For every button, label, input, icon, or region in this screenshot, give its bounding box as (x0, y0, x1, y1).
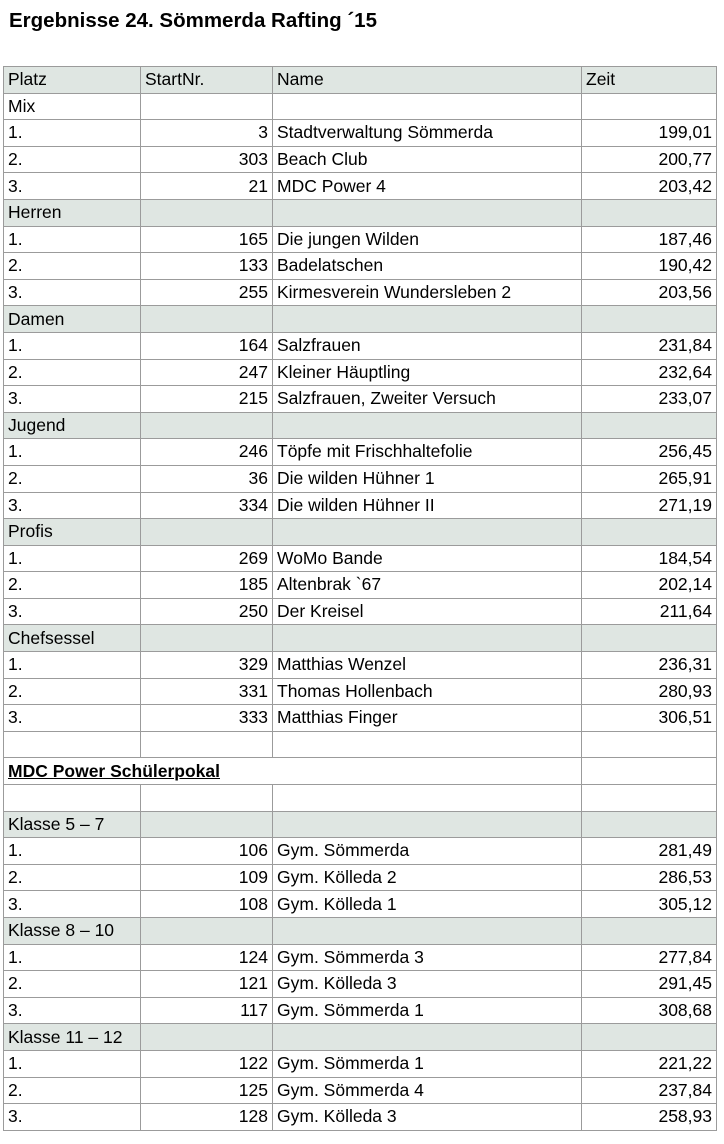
empty-cell (582, 1024, 717, 1051)
section-row-klasse-5-7 (4, 811, 717, 838)
cell-zeit: 231,84 (582, 332, 717, 359)
cell-zeit: 258,93 (582, 1104, 717, 1131)
cell-zeit: 236,31 (582, 652, 717, 679)
cell-name: Matthias Finger (273, 705, 582, 732)
spacer-row (4, 731, 717, 758)
cell-name: Gym. Kölleda 3 (273, 1104, 582, 1131)
cell-platz: 2. (4, 253, 141, 280)
cell-name: Altenbrak `67 (273, 572, 582, 599)
cell-zeit: 232,64 (582, 359, 717, 386)
result-row (4, 1077, 717, 1104)
empty-cell (141, 625, 273, 652)
section-row-klasse-8-10 (4, 918, 717, 945)
section-label: Damen (4, 306, 141, 333)
empty-cell (273, 625, 582, 652)
empty-cell (273, 93, 582, 120)
empty-cell (273, 412, 582, 439)
section-label: Klasse 8 – 10 (4, 918, 141, 945)
cell-startnr: 247 (141, 359, 273, 386)
cell-platz: 2. (4, 971, 141, 998)
cell-name: Gym. Kölleda 1 (273, 891, 582, 918)
cell-startnr: 21 (141, 173, 273, 200)
cell-platz: 3. (4, 173, 141, 200)
empty-cell (582, 306, 717, 333)
cell-name: Die wilden Hühner 1 (273, 465, 582, 492)
section-row-klasse-11-12 (4, 1024, 717, 1051)
cell-startnr: 250 (141, 598, 273, 625)
cell-platz: 3. (4, 705, 141, 732)
cell-startnr: 109 (141, 864, 273, 891)
empty-cell (4, 785, 141, 812)
empty-cell (582, 811, 717, 838)
section-label: Herren (4, 199, 141, 226)
section-label: Klasse 11 – 12 (4, 1024, 141, 1051)
cell-name: Töpfe mit Frischhaltefolie (273, 439, 582, 466)
cell-name: Gym. Sömmerda 1 (273, 997, 582, 1024)
cell-name: MDC Power 4 (273, 173, 582, 200)
section-row-mix (4, 93, 717, 120)
cell-platz: 2. (4, 146, 141, 173)
cell-startnr: 124 (141, 944, 273, 971)
cell-startnr: 255 (141, 279, 273, 306)
cell-platz: 2. (4, 572, 141, 599)
result-row (4, 120, 717, 147)
page-title: Ergebnisse 24. Sömmerda Rafting ´15 (9, 9, 377, 32)
cell-zeit: 286,53 (582, 864, 717, 891)
cell-zeit: 237,84 (582, 1077, 717, 1104)
subheading-text: MDC Power Schülerpokal (8, 760, 220, 781)
cell-name: Badelatschen (273, 253, 582, 280)
cell-zeit: 280,93 (582, 678, 717, 705)
cell-platz: 3. (4, 997, 141, 1024)
cell-startnr: 36 (141, 465, 273, 492)
empty-cell (141, 785, 273, 812)
result-row (4, 997, 717, 1024)
result-row (4, 838, 717, 865)
cell-name: Gym. Kölleda 2 (273, 864, 582, 891)
cell-startnr: 133 (141, 253, 273, 280)
cell-platz: 1. (4, 439, 141, 466)
empty-cell (141, 731, 273, 758)
cell-zeit: 281,49 (582, 838, 717, 865)
cell-platz: 3. (4, 279, 141, 306)
cell-zeit: 256,45 (582, 439, 717, 466)
cell-startnr: 185 (141, 572, 273, 599)
result-row (4, 705, 717, 732)
empty-cell (273, 811, 582, 838)
empty-cell (141, 93, 273, 120)
section-row-profis (4, 519, 717, 546)
cell-zeit: 190,42 (582, 253, 717, 280)
cell-startnr: 117 (141, 997, 273, 1024)
cell-startnr: 333 (141, 705, 273, 732)
section-label: Jugend (4, 412, 141, 439)
result-row (4, 652, 717, 679)
empty-cell (582, 625, 717, 652)
cell-name: Beach Club (273, 146, 582, 173)
results-table (3, 66, 717, 1131)
cell-startnr: 108 (141, 891, 273, 918)
cell-zeit: 291,45 (582, 971, 717, 998)
empty-cell (141, 811, 273, 838)
cell-name: Gym. Sömmerda 1 (273, 1050, 582, 1077)
empty-cell (141, 306, 273, 333)
result-row (4, 439, 717, 466)
cell-platz: 1. (4, 1050, 141, 1077)
cell-platz: 1. (4, 226, 141, 253)
section-label: Chefsessel (4, 625, 141, 652)
empty-cell (582, 918, 717, 945)
cell-startnr: 331 (141, 678, 273, 705)
cell-zeit: 203,56 (582, 279, 717, 306)
cell-platz: 1. (4, 332, 141, 359)
cell-zeit: 200,77 (582, 146, 717, 173)
cell-platz: 3. (4, 598, 141, 625)
cell-zeit: 265,91 (582, 465, 717, 492)
cell-startnr: 125 (141, 1077, 273, 1104)
cell-platz: 1. (4, 838, 141, 865)
empty-cell (141, 1024, 273, 1051)
empty-cell (582, 731, 717, 758)
spacer-row (4, 785, 717, 812)
empty-cell (273, 731, 582, 758)
result-row (4, 598, 717, 625)
result-row (4, 1050, 717, 1077)
result-row (4, 173, 717, 200)
empty-cell (141, 918, 273, 945)
cell-name: Gym. Kölleda 3 (273, 971, 582, 998)
cell-zeit: 271,19 (582, 492, 717, 519)
result-row (4, 146, 717, 173)
section-row-chefsessel (4, 625, 717, 652)
result-row (4, 891, 717, 918)
empty-cell (273, 306, 582, 333)
empty-cell (4, 731, 141, 758)
cell-name: Der Kreisel (273, 598, 582, 625)
empty-cell (141, 199, 273, 226)
cell-name: Salzfrauen, Zweiter Versuch (273, 386, 582, 413)
cell-startnr: 121 (141, 971, 273, 998)
empty-cell (141, 519, 273, 546)
cell-name: Kirmesverein Wundersleben 2 (273, 279, 582, 306)
cell-startnr: 269 (141, 545, 273, 572)
cell-zeit: 305,12 (582, 891, 717, 918)
cell-zeit: 203,42 (582, 173, 717, 200)
cell-name: Stadtverwaltung Sömmerda (273, 120, 582, 147)
empty-cell (582, 519, 717, 546)
cell-zeit: 211,64 (582, 598, 717, 625)
result-row (4, 864, 717, 891)
empty-cell (273, 1024, 582, 1051)
cell-startnr: 329 (141, 652, 273, 679)
cell-startnr: 3 (141, 120, 273, 147)
cell-name: Thomas Hollenbach (273, 678, 582, 705)
cell-startnr: 165 (141, 226, 273, 253)
cell-zeit: 306,51 (582, 705, 717, 732)
result-row (4, 253, 717, 280)
cell-startnr: 303 (141, 146, 273, 173)
cell-platz: 2. (4, 864, 141, 891)
cell-platz: 1. (4, 652, 141, 679)
cell-platz: 1. (4, 944, 141, 971)
result-row (4, 492, 717, 519)
cell-platz: 3. (4, 891, 141, 918)
empty-cell (273, 918, 582, 945)
cell-platz: 3. (4, 386, 141, 413)
cell-name: Die wilden Hühner II (273, 492, 582, 519)
cell-platz: 2. (4, 678, 141, 705)
section-label: Profis (4, 519, 141, 546)
cell-zeit: 277,84 (582, 944, 717, 971)
result-row (4, 545, 717, 572)
subheading-row (4, 758, 717, 785)
cell-startnr: 122 (141, 1050, 273, 1077)
cell-startnr: 246 (141, 439, 273, 466)
cell-name: Gym. Sömmerda 3 (273, 944, 582, 971)
column-header-zeit: Zeit (582, 67, 717, 94)
cell-name: Gym. Sömmerda 4 (273, 1077, 582, 1104)
cell-zeit: 233,07 (582, 386, 717, 413)
cell-name: Kleiner Häuptling (273, 359, 582, 386)
column-header-platz: Platz (4, 67, 141, 94)
cell-name: Gym. Sömmerda (273, 838, 582, 865)
column-header-name: Name (273, 67, 582, 94)
result-row (4, 332, 717, 359)
section-label: Mix (4, 93, 141, 120)
column-header-startnr: StartNr. (141, 67, 273, 94)
cell-platz: 2. (4, 1077, 141, 1104)
subheading-label (4, 758, 582, 785)
empty-cell (582, 199, 717, 226)
cell-platz: 3. (4, 1104, 141, 1131)
result-row (4, 465, 717, 492)
result-row (4, 279, 717, 306)
section-label: Klasse 5 – 7 (4, 811, 141, 838)
cell-platz: 2. (4, 465, 141, 492)
result-row (4, 359, 717, 386)
empty-cell (141, 412, 273, 439)
empty-cell (582, 412, 717, 439)
cell-platz: 1. (4, 545, 141, 572)
empty-cell (582, 93, 717, 120)
header-row (4, 67, 717, 94)
section-row-jugend (4, 412, 717, 439)
empty-cell (273, 199, 582, 226)
cell-platz: 3. (4, 492, 141, 519)
empty-cell (273, 519, 582, 546)
cell-startnr: 106 (141, 838, 273, 865)
cell-startnr: 164 (141, 332, 273, 359)
empty-cell (582, 785, 717, 812)
result-row (4, 944, 717, 971)
cell-zeit: 184,54 (582, 545, 717, 572)
cell-zeit: 308,68 (582, 997, 717, 1024)
cell-startnr: 215 (141, 386, 273, 413)
result-row (4, 1104, 717, 1131)
empty-cell (273, 785, 582, 812)
cell-zeit: 199,01 (582, 120, 717, 147)
result-row (4, 226, 717, 253)
cell-name: WoMo Bande (273, 545, 582, 572)
cell-name: Die jungen Wilden (273, 226, 582, 253)
cell-zeit: 187,46 (582, 226, 717, 253)
result-row (4, 386, 717, 413)
cell-platz: 1. (4, 120, 141, 147)
result-row (4, 971, 717, 998)
cell-name: Matthias Wenzel (273, 652, 582, 679)
empty-cell (582, 758, 717, 785)
cell-startnr: 128 (141, 1104, 273, 1131)
cell-startnr: 334 (141, 492, 273, 519)
cell-name: Salzfrauen (273, 332, 582, 359)
cell-zeit: 202,14 (582, 572, 717, 599)
result-row (4, 678, 717, 705)
cell-zeit: 221,22 (582, 1050, 717, 1077)
result-row (4, 572, 717, 599)
section-row-herren (4, 199, 717, 226)
section-row-damen (4, 306, 717, 333)
cell-platz: 2. (4, 359, 141, 386)
